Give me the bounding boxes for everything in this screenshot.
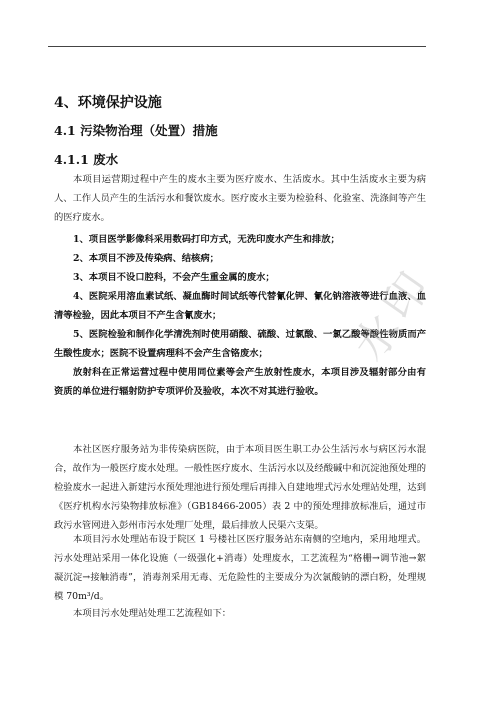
flow-intro-paragraph: 本项目污水处理站处理工艺流程如下： xyxy=(73,608,232,619)
list-item: 4、医院采用溶血素试纸、凝血酶时间试纸等代替氰化钾、氰化钠溶液等进行血液、血清等检验，因此本项目不产生含氰废水； xyxy=(54,291,426,321)
list-item: 2、本项目不涉及传染病、结核病； xyxy=(73,253,219,264)
list-item: 1、项目医学影像科采用数码打印方式，无洗印废水产生和排放； xyxy=(73,234,340,245)
station-paragraph: 本项目污水处理站布设于院区 1 号楼社区医疗服务站东南侧的空地内，采用地埋式。污水处理站采用一体化设施（一级强化+消毒）处理废水，工艺流程为“格栅→调节池→絮凝沉淀→接触消毒”，消毒剂采用无毒、无危险性的主要成分为次氯酸钠的漂白粉，处理规模 70m³/d。 xyxy=(54,534,426,602)
section-heading: 4、环境保护设施 xyxy=(54,95,162,111)
header-rule xyxy=(48,46,426,47)
list-item: 3、本项目不设口腔科，不会产生重金属的废水； xyxy=(73,272,275,283)
subsubsection-heading: 4.1.1 废水 xyxy=(54,152,119,167)
subsection-heading: 4.1 污染物治理（处置）措施 xyxy=(54,123,218,138)
watermark: 水印 xyxy=(344,258,444,371)
list-item: 放射科在正常运营过程中使用同位素等会产生放射性废水，本项目涉及辐射部分由有资质的单位进行辐射防护专项评价及验收，本次不对其进行验收。 xyxy=(54,367,426,397)
intro-paragraph: 本项目运营期过程中产生的废水主要为医疗废水、生活废水。其中生活废水主要为病人、工作人员产生的生活污水和餐饮废水。医疗废水主要为检验科、化验室、洗涤间等产生的医疗废水。 xyxy=(54,174,426,223)
community-paragraph: 本社区医疗服务站为非传染病医院，由于本项目医生职工办公生活污水与病区污水混合，故作为一般医疗废水处理。一般性医疗废水、生活污水以及经酸碱中和沉淀池预处理的检验废水一起进入新建污水预处理池进行预处理后再排入自建地埋式污水处理站处理，达到《医疗机构水污染物排放标准》（GB18466-2005）表 2 中的预处理排放标准后，通过市政污水管网进入彭州市污水处理厂处理，最后排放人民渠六支渠。 xyxy=(54,444,426,531)
list-item: 5、医院检验和制作化学清洗剂时使用硝酸、硫酸、过氯酸、一氯乙酸等酸性物质而产生酸性废水；医院不设置病理科不会产生含铬废水； xyxy=(54,329,426,359)
